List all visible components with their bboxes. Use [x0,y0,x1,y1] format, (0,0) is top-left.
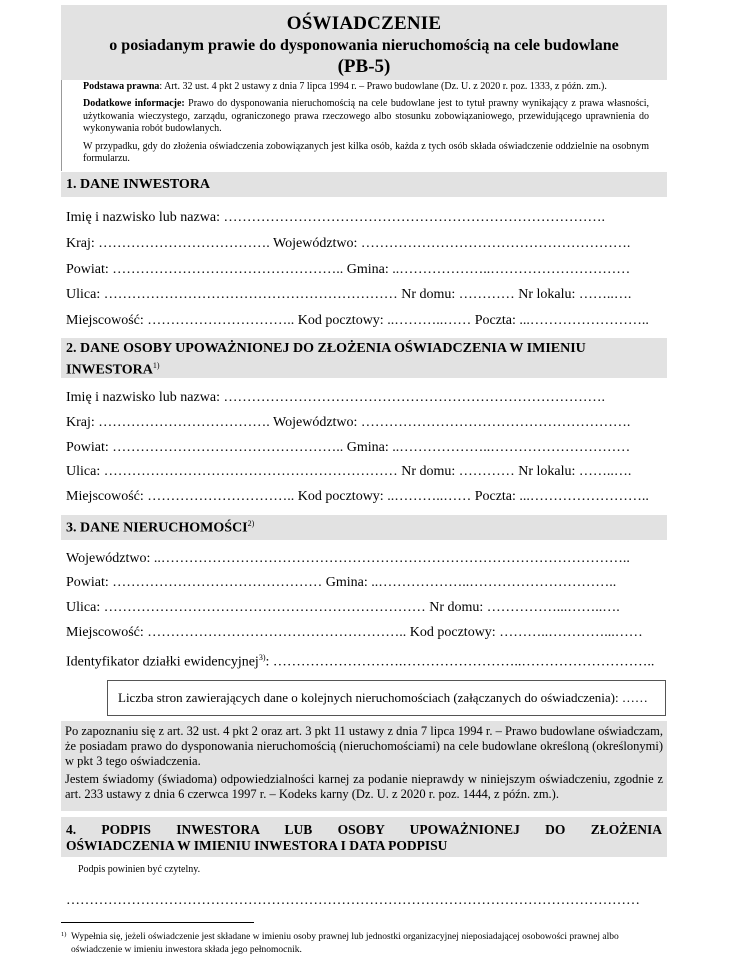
section-1-heading [61,172,667,197]
footnote-divider [61,922,254,923]
additional-info [83,98,649,135]
section-1-title: 1. DANE INWESTORA [66,177,211,192]
legal-basis [83,81,649,93]
parcel-identifier-label: Identyfikator działki ewidencyjnej [66,654,259,670]
property-voivodeship-field[interactable]: Województwo: ..……………………………………………………………………………………….. [66,551,630,566]
legal-basis-text: : Art. 32 ust. 4 pkt 2 ustawy z dnia 7 lipca 1994 r. – Prawo budowlane (Dz. U. z 2020 r. poz. 1333, z późn. zm.). [159,81,607,92]
declaration-paragraph-2: Jestem świadomy (świadoma) odpowiedzialności karnej za podanie nieprawdy w niniejszym oświadczeniu, zgodnie z art. 233 ustawy z dnia 6 czerwca 1997 r. – Kodeks karny (Dz. U. z 2020 r. poz. 1444, z późn. zm.). [65,771,663,801]
intro-block [61,80,667,171]
multiple-persons-note: W przypadku, gdy do złożenia oświadczenia zobowiązanych jest kilka osób, każda z tych osób składa oświadczenie oddzielnie na osobnym formularzu. [83,140,649,165]
footnote-1-marker: 1) [61,931,67,938]
investor-street-number-field[interactable]: Ulica: ……………………………………………………… Nr domu: ………… Nr lokalu: ……..…. [66,287,632,302]
footnote-ref-1: 1) [152,361,160,370]
footnote-1 [61,931,667,956]
footnote-1-text: Wypełnia się, jeżeli oświadczenie jest składane w imieniu osoby prawnej lub jednostki organizacyjnej nieposiadającej osobowości prawnej albo oświadczenie w imieniu inwestora składa jego pełnomocnik. [71,932,619,955]
section-3-title: 3. DANE NIERUCHOMOŚCI [66,520,248,536]
property-street-number-field[interactable]: Ulica: …………………………………………………………… Nr domu: ……………...……..…. [66,600,620,615]
investor-city-postcode-field[interactable]: Miejscowość: ………………………….. Kod pocztowy: ..………..…… Poczta: ...…………………….. [66,313,649,328]
additional-pages-count-field[interactable] [107,680,666,716]
form-subtitle: o posiadanym prawie do dysponowania nieruchomością na cele budowlane [109,37,619,54]
section-2-title-line2 [66,357,667,379]
form-code: (PB-5) [337,56,391,77]
investor-county-commune-field[interactable]: Powiat: ………………………………………….. Gmina: ..………………..………………………… [66,262,631,277]
representative-city-postcode-field[interactable]: Miejscowość: ………………………….. Kod pocztowy: ..………..…… Poczta: ...…………………….. [66,489,649,504]
parcel-identifier-field[interactable] [66,653,666,671]
footnote-ref-3: 3) [258,653,266,662]
section-4-heading [61,817,667,857]
footnote-ref-2: 2) [247,519,255,528]
section-4-title-line2: OŚWIADCZENIA W IMIENIU INWESTORA I DATA PODPISU [66,838,448,853]
investor-name-field[interactable]: Imię i nazwisko lub nazwa: ………………………………………………………………………. [66,210,605,225]
property-city-postcode-field[interactable]: Miejscowość: ……………………………………………….. Kod pocztowy: ………..…………...…… [66,625,643,640]
declaration-statement [61,721,667,811]
representative-country-voivodeship-field[interactable]: Kraj: ………………………………. Województwo: …………………………………………………. [66,415,631,430]
signature-legibility-note: Podpis powinien być czytelny. [78,864,201,875]
section-4-title-line1: 4. PODPIS INWESTORA LUB OSOBY UPOWAŻNIONEJ DO ZŁOŻENIA [66,822,662,837]
additional-pages-count-text: Liczba stron zawierających dane o kolejnych nieruchomościach (załączanych do oświadczenia): …… [118,690,648,705]
section-3-heading [61,515,667,540]
section-2-title-line1: 2. DANE OSOBY UPOWAŻNIONEJ DO ZŁOŻENIA OŚWIADCZENIA W IMIENIU [66,341,586,356]
parcel-identifier-dots: : ……………………….……………………..……………………….. [265,654,655,670]
representative-street-number-field[interactable]: Ulica: ……………………………………………………… Nr domu: ………… Nr lokalu: ……..…. [66,464,632,479]
additional-info-text: Prawo do dysponowania nieruchomością na cele budowlane jest to tytuł prawny wynikający z prawa własności, użytkowania wieczystego, zarządu, ograniczonego prawa rzeczowego albo stosunku zobowiązaniowego, przewidującego uprawnienia do wykonywania robót budowlanych. [83,98,649,135]
section-2-heading [61,338,667,378]
form-title: OŚWIADCZENIE [286,13,442,34]
section-2-title-text: INWESTORA [66,362,153,378]
legal-basis-label: Podstawa prawna [83,81,160,92]
declaration-paragraph-1: Po zapoznaniu się z art. 32 ust. 4 pkt 2 oraz art. 3 pkt 11 ustawy z dnia 7 lipca 1994 r. – Prawo budowlane oświadczam, że posiadam prawo do dysponowania nieruchomością (nieruchomościami) na cele budowlane określoną (określonymi) w pkt 3 tego oświadczenia. [65,724,663,769]
investor-country-voivodeship-field[interactable]: Kraj: ………………………………. Województwo: …………………………………………………. [66,236,631,251]
representative-name-field[interactable]: Imię i nazwisko lub nazwa: ………………………………………………………………………. [66,390,605,405]
signature-field[interactable]: …………………………………………………………………………………………………………… [66,893,640,908]
form-header [61,5,667,80]
additional-info-label: Dodatkowe informacje: [83,98,185,110]
property-county-commune-field[interactable]: Powiat: ……………………………………… Gmina: ..………………..………………………….. [66,575,617,590]
representative-county-commune-field[interactable]: Powiat: ………………………………………….. Gmina: ..………………..………………………… [66,440,631,455]
